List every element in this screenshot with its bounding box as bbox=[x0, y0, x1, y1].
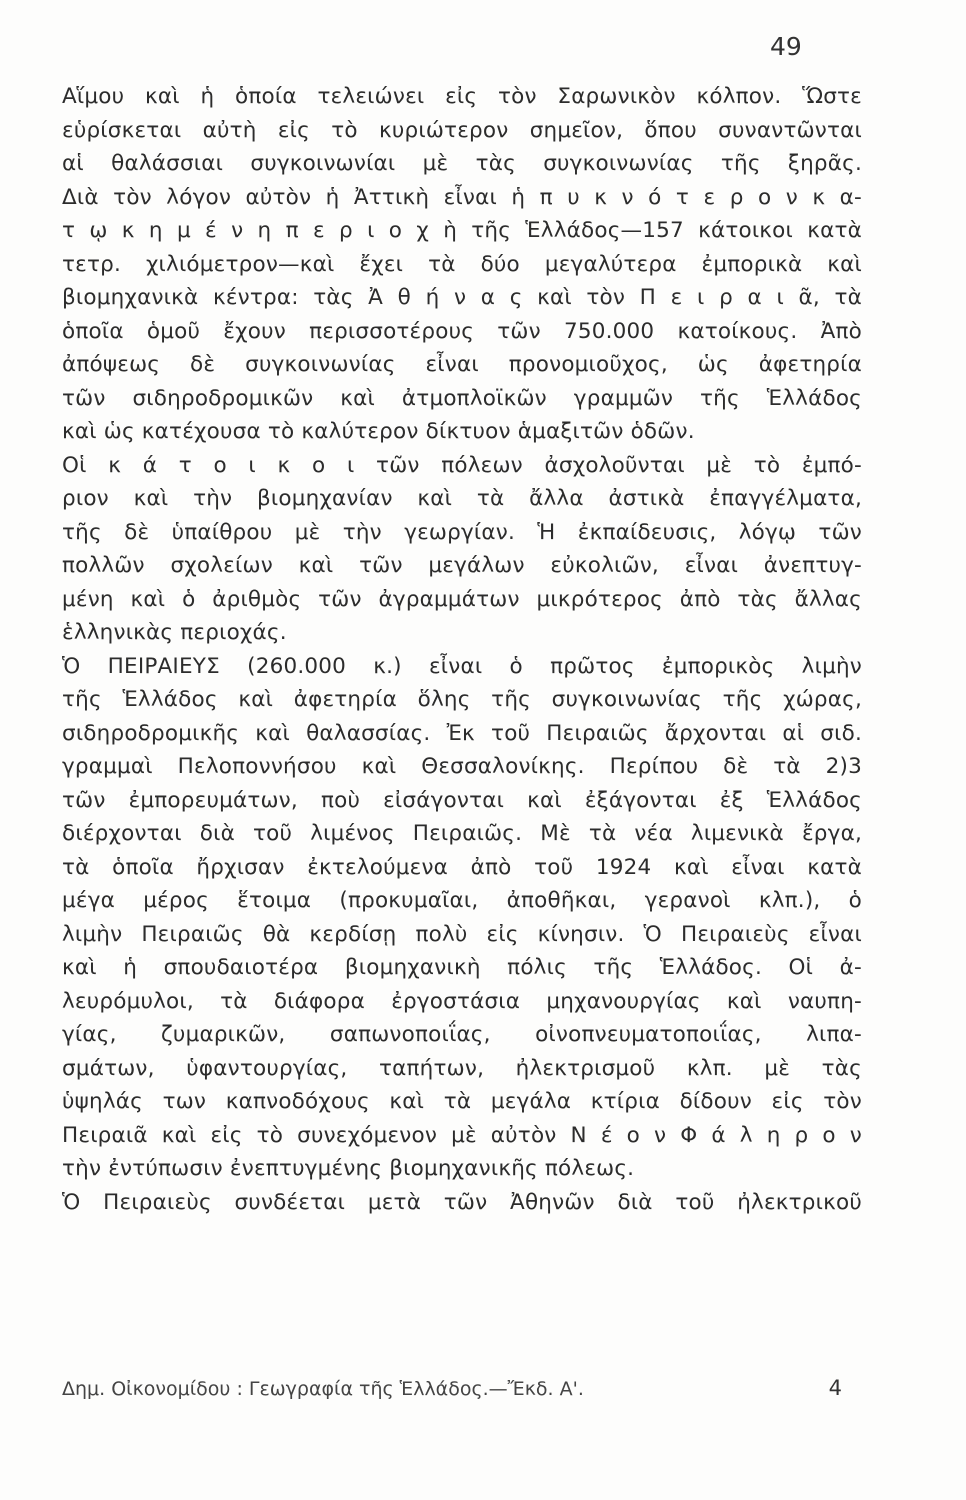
page-footer bbox=[62, 1378, 842, 1408]
text-line: Διὰ τὸν λόγον αὐτὸν ἡ Ἀττικὴ εἶναι ἡ π υ κ ν ό τ ε ρ ο ν κ α- bbox=[62, 184, 862, 210]
text-line: τῆς Ἑλλάδος καὶ ἀφετηρία ὅλης τῆς συγκοινωνίας τῆς χώρας, bbox=[62, 687, 862, 712]
text-line: τ ῳ κ η μ έ ν η π ε ρ ι ο χ ὴ τῆς Ἑλλάδος—157 κάτοικοι κατὰ bbox=[62, 218, 862, 243]
text-line: τῶν ἐμπορευμάτων, ποὺ εἰσάγονται καὶ ἐξάγονται ἐξ Ἑλλάδος bbox=[62, 787, 862, 813]
text-line: διέρχονται διὰ τοῦ λιμένος Πειραιῶς. Μὲ τὰ νέα λιμενικὰ ἔργα, bbox=[62, 821, 862, 846]
text-line: αἱ θαλάσσιαι συγκοινωνίαι μὲ τὰς συγκοινωνίας τῆς ξηρᾶς. bbox=[62, 151, 862, 176]
text-line: ἑλληνικὰς περιοχάς. bbox=[62, 620, 287, 645]
text-line: καὶ ὡς κατέχουσα τὸ καλύτερον δίκτυον ἁμαξιτῶν ὁδῶν. bbox=[62, 419, 695, 444]
text-line: Οἱ κ ά τ ο ι κ ο ι τῶν πόλεων ἀσχολοῦνται μὲ τὸ ἐμπό- bbox=[62, 452, 862, 478]
text-line: Πειραιᾶ καὶ εἰς τὸ συνεχόμενον μὲ αὐτὸν Ν έ ο ν Φ ά λ η ρ ο ν bbox=[62, 1122, 862, 1148]
text-line: λιμὴν Πειραιῶς θὰ κερδίσῃ πολὺ εἰς κίνησιν. Ὁ Πειραιεὺς εἶναι bbox=[62, 921, 862, 947]
text-line: τὰ ὁποῖα ἤρχισαν ἐκτελούμενα ἀπὸ τοῦ 1924 καὶ εἶναι κατὰ bbox=[62, 854, 862, 880]
signature-number: 4 bbox=[828, 1376, 842, 1400]
text-line: μέγα μέρος ἕτοιμα (προκυμαῖαι, ἀποθῆκαι, γερανοὶ κλπ.), ὁ bbox=[62, 888, 862, 913]
text-line: τετρ. χιλιόμετρον—καὶ ἔχει τὰ δύο μεγαλύτερα ἐμπορικὰ καὶ bbox=[62, 251, 862, 277]
text-line: λευρόμυλοι, τὰ διάφορα ἐργοστάσια μηχανουργίας καὶ ναυπη- bbox=[62, 988, 862, 1014]
text-line: Ὁ Πειραιεὺς συνδέεται μετὰ τῶν Ἀθηνῶν διὰ τοῦ ἠλεκτρικοῦ bbox=[62, 1189, 862, 1215]
text-line: εὑρίσκεται αὐτὴ εἰς τὸ κυριώτερον σημεῖον, ὅπου συναντῶνται bbox=[62, 117, 862, 143]
text-line: ὁποῖα ὁμοῦ ἔχουν περισσοτέρους τῶν 750.000 κατοίκους. Ἀπὸ bbox=[62, 318, 862, 344]
text-line: πολλῶν σχολείων καὶ τῶν μεγάλων εὐκολιῶν, εἶναι ἀνεπτυγ- bbox=[62, 553, 862, 578]
text-line: τῆς δὲ ὑπαίθρου μὲ τὴν γεωργίαν. Ἡ ἐκπαίδευσις, λόγῳ τῶν bbox=[62, 519, 862, 545]
text-line: ριον καὶ τὴν βιομηχανίαν καὶ τὰ ἄλλα ἀστικὰ ἐπαγγέλματα, bbox=[62, 486, 862, 511]
text-line: Ὁ ΠΕΙΡΑΙΕΥΣ (260.000 κ.) εἶναι ὁ πρῶτος ἐμπορικὸς λιμὴν bbox=[62, 653, 862, 679]
text-line: σιδηροδρομικῆς καὶ θαλασσίας. Ἐκ τοῦ Πειραιῶς ἄρχονται αἱ σιδ. bbox=[62, 720, 862, 746]
text-line: καὶ ἡ σπουδαιοτέρα βιομηχανικὴ πόλις τῆς Ἑλλάδος. Οἱ ἀ- bbox=[62, 955, 862, 980]
text-line: μένη καὶ ὁ ἀριθμὸς τῶν ἀγραμμάτων μικρότερος ἀπὸ τὰς ἄλλας bbox=[62, 586, 862, 612]
text-line: σμάτων, ὑφαντουργίας, ταπήτων, ἠλεκτρισμοῦ κλπ. μὲ τὰς bbox=[62, 1055, 862, 1081]
footer-citation: Δημ. Οἰκονομίδου : Γεωγραφία τῆς Ἑλλάδος.—Ἔκδ. Α'. bbox=[62, 1378, 584, 1400]
text-line: τὴν ἐντύπωσιν ἐνεπτυγμένης βιομηχανικῆς πόλεως. bbox=[62, 1156, 635, 1181]
body-text bbox=[62, 80, 862, 1219]
page-number: 49 bbox=[770, 32, 802, 61]
text-line: γραμμαὶ Πελοποννήσου καὶ Θεσσαλονίκης. Περίπου δὲ τὰ 2)3 bbox=[62, 754, 862, 779]
text-line: Αἵμου καὶ ἡ ὁποία τελειώνει εἰς τὸν Σαρωνικὸν κόλπον. Ὥστε bbox=[62, 84, 862, 109]
text-line: τῶν σιδηροδρομικῶν καὶ ἀτμοπλοϊκῶν γραμμῶν τῆς Ἑλλάδος bbox=[62, 385, 862, 411]
text-line: ὑψηλάς των καπνοδόχους καὶ τὰ μεγάλα κτίρια δίδουν εἰς τὸν bbox=[62, 1089, 862, 1114]
text-line: βιομηχανικὰ κέντρα: τὰς Ἀ θ ή ν α ς καὶ τὸν Π ε ι ρ α ι ᾶ, τὰ bbox=[62, 285, 862, 310]
text-line: ἀπόψεως δὲ συγκοινωνίας εἶναι προνομιοῦχος, ὡς ἀφετηρία bbox=[62, 352, 862, 377]
text-line: γίας, ζυμαρικῶν, σαπωνοποιΐας, οἰνοπνευματοποιΐας, λιπα- bbox=[62, 1022, 862, 1047]
